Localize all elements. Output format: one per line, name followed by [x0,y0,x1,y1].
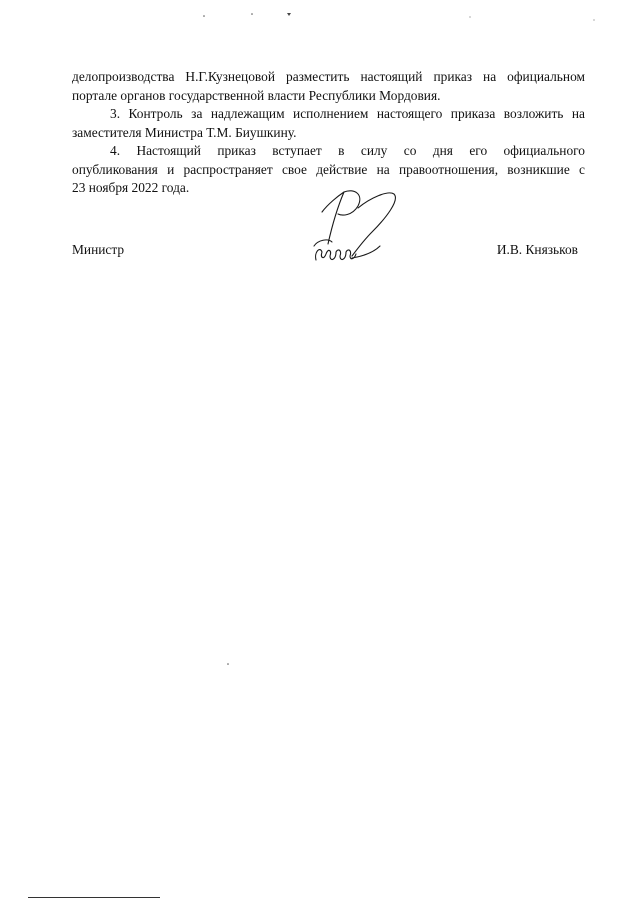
speck [287,13,291,16]
speck [203,15,205,17]
speck [593,19,594,20]
paragraph-line: делопроизводства Н.Г.Кузнецовой разместить настоящий приказ на официальном [72,69,585,84]
speck [227,663,229,665]
speck [469,16,470,17]
paragraph-line: заместителя Министра Т.М. Биушкину. [72,124,297,140]
paragraph-line: опубликования и распространяет свое действие на правоотношения, возникшие с [72,161,585,177]
paragraph-line: 23 ноября 2022 года. [72,180,190,195]
signatory-name: И.В. Князьков [496,242,578,257]
paragraph-line: 4. Настоящий приказ вступает в силу со дня его официального [110,143,585,158]
signature-block [72,241,578,261]
footer-divider [28,897,160,898]
speck [251,13,253,15]
paragraph-line: портале органов государственной власти Республики Мордовия. [72,87,441,103]
paragraph-item-3 [72,105,585,142]
signatory-title: Министр [72,242,125,257]
paragraph-continuation [72,68,585,105]
paragraph-line: 3. Контроль за надлежащим исполнением настоящего приказа возложить на [110,106,585,121]
